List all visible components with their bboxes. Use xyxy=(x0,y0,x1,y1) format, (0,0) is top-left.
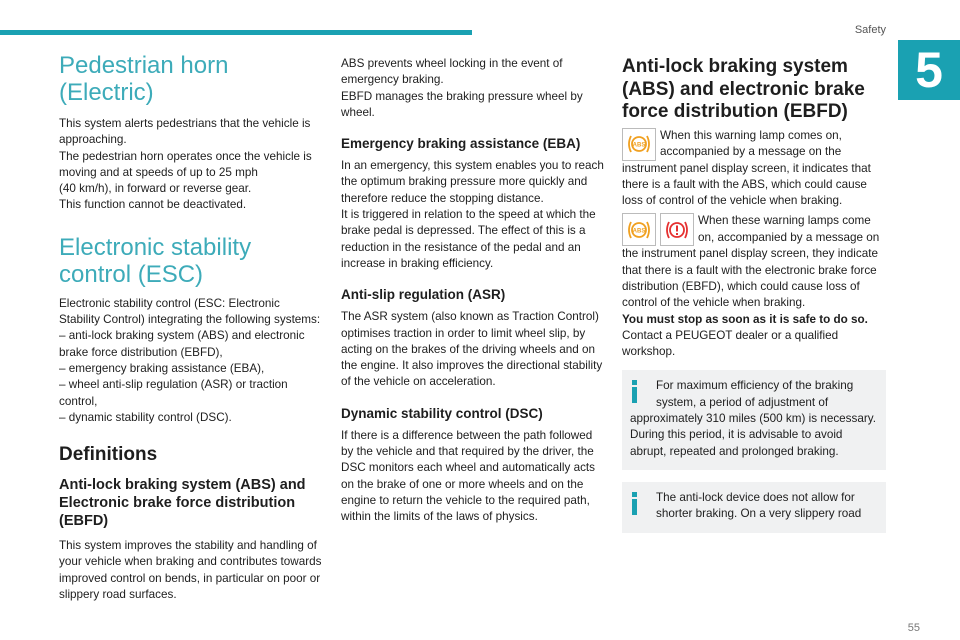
info-box-anti-lock xyxy=(622,482,886,533)
column-2 xyxy=(341,56,605,526)
asr-heading: Anti-slip regulation (ASR) xyxy=(341,287,506,303)
paragraph: It is triggered in relation to the speed at which the brake pedal is depressed. The effect of this is a reduction in the resistance of the pedal and an increase in braking efficiency. xyxy=(341,208,596,270)
paragraph: the instrument panel display screen, they indicate that there is a fault with the electronic brake force distribution (EBFD), which could cause loss of control of the vehicle when braking. xyxy=(622,247,878,310)
dsc-heading: Dynamic stability control (DSC) xyxy=(341,405,543,421)
abs-warning-row xyxy=(622,128,886,161)
paragraph: Contact a PEUGEOT dealer or a qualified workshop. xyxy=(622,328,839,359)
chapter-number-tab: 5 xyxy=(898,40,960,100)
abs-warning-lamp-icon xyxy=(622,213,656,246)
svg-text:ABS: ABS xyxy=(632,228,646,235)
section-header: Safety xyxy=(854,24,886,36)
paragraph: (40 km/h), in forward or reverse gear. xyxy=(59,182,252,196)
column-1 xyxy=(59,52,323,603)
pedestrian-horn-title: Pedestrian horn (Electric) xyxy=(59,52,229,106)
paragraph: Electronic stability control (ESC: Electronic Stability Control) integrating the following systems: xyxy=(59,296,321,327)
definitions-heading: Definitions xyxy=(59,444,158,466)
esc-title: Electronic stability control (ESC) xyxy=(59,233,252,288)
list-item: – emergency braking assistance (EBA), xyxy=(59,361,265,375)
info-text: shorter braking. On a very slippery road xyxy=(656,507,862,521)
ebfd-warning-row xyxy=(622,213,886,246)
abs-ebfd-title: Anti-lock braking system (ABS) and electronic brake force distribution (EBFD) xyxy=(622,56,865,122)
info-text: system, a period of adjustment of approximately 310 miles (500 km) is necessary. During this period, it is advisable to avoid abrupt, repeated and prolonged braking. xyxy=(630,395,876,458)
paragraph: In an emergency, this system enables you to reach the optimum braking pressure more quickly and therefore reduce the stopping distance. xyxy=(341,159,604,205)
stop-warning: You must stop as soon as it is safe to do so. xyxy=(622,312,868,326)
list-item: – wheel anti-slip regulation (ASR) or traction control, xyxy=(59,378,288,408)
eba-heading: Emergency braking assistance (EBA) xyxy=(341,136,581,152)
column-3 xyxy=(622,56,886,533)
top-accent-bar xyxy=(0,30,472,35)
paragraph: instrument panel display screen, it indicates that there is a fault with the ABS, which could cause loss of control of the vehicle when braking. xyxy=(622,161,871,208)
page-number: 55 xyxy=(907,622,920,634)
paragraph: This system improves the stability and handling of your vehicle when braking and contributes towards improved control on bends, in particular on poor or slippery road surfaces. xyxy=(59,539,322,602)
paragraph: ABS prevents wheel locking in the event of emergency braking. xyxy=(341,57,563,87)
list-item: – dynamic stability control (DSC). xyxy=(59,410,232,424)
info-icon xyxy=(632,380,637,403)
abs-ebfd-subheading: Anti-lock braking system (ABS) and Electronic brake force distribution (EBFD) xyxy=(59,477,306,530)
svg-text:ABS: ABS xyxy=(632,142,646,149)
paragraph: EBFD manages the braking pressure wheel by wheel. xyxy=(341,89,583,119)
brake-warning-lamp-icon xyxy=(660,213,694,246)
paragraph: The pedestrian horn operates once the vehicle is moving and at speeds of up to 25 mph xyxy=(59,149,312,179)
paragraph: If there is a difference between the path followed by the vehicle and that required by the driver, the DSC monitors each wheel and automatically acts on the brake of one or more wheels and on the engine to return the vehicle to the required path, within the limits of the laws of physics. xyxy=(341,428,595,524)
paragraph: The ASR system (also known as Traction Control) optimises traction in order to limit wheel slip, by acting on the brakes of the driving wheels and on the engine. It also improves the directional stability of the vehicle on acceleration. xyxy=(341,310,603,389)
abs-warning-lamp-icon xyxy=(622,128,656,161)
info-box-adjustment xyxy=(622,370,886,469)
warning-text: When these warning lamps come xyxy=(698,214,871,228)
paragraph: This function cannot be deactivated. xyxy=(59,198,247,212)
paragraph: This system alerts pedestrians that the vehicle is approaching. xyxy=(59,117,311,147)
warning-text: on, accompanied by a message on xyxy=(698,230,880,244)
info-icon xyxy=(632,492,637,515)
info-text: The anti-lock device does not allow for xyxy=(656,490,855,504)
warning-text: When this warning lamp comes on, xyxy=(660,128,842,142)
list-item: – anti-lock braking system (ABS) and electronic brake force distribution (EBFD), xyxy=(59,329,305,359)
warning-text: accompanied by a message on the xyxy=(660,144,842,158)
info-text: For maximum efficiency of the braking xyxy=(656,379,854,393)
